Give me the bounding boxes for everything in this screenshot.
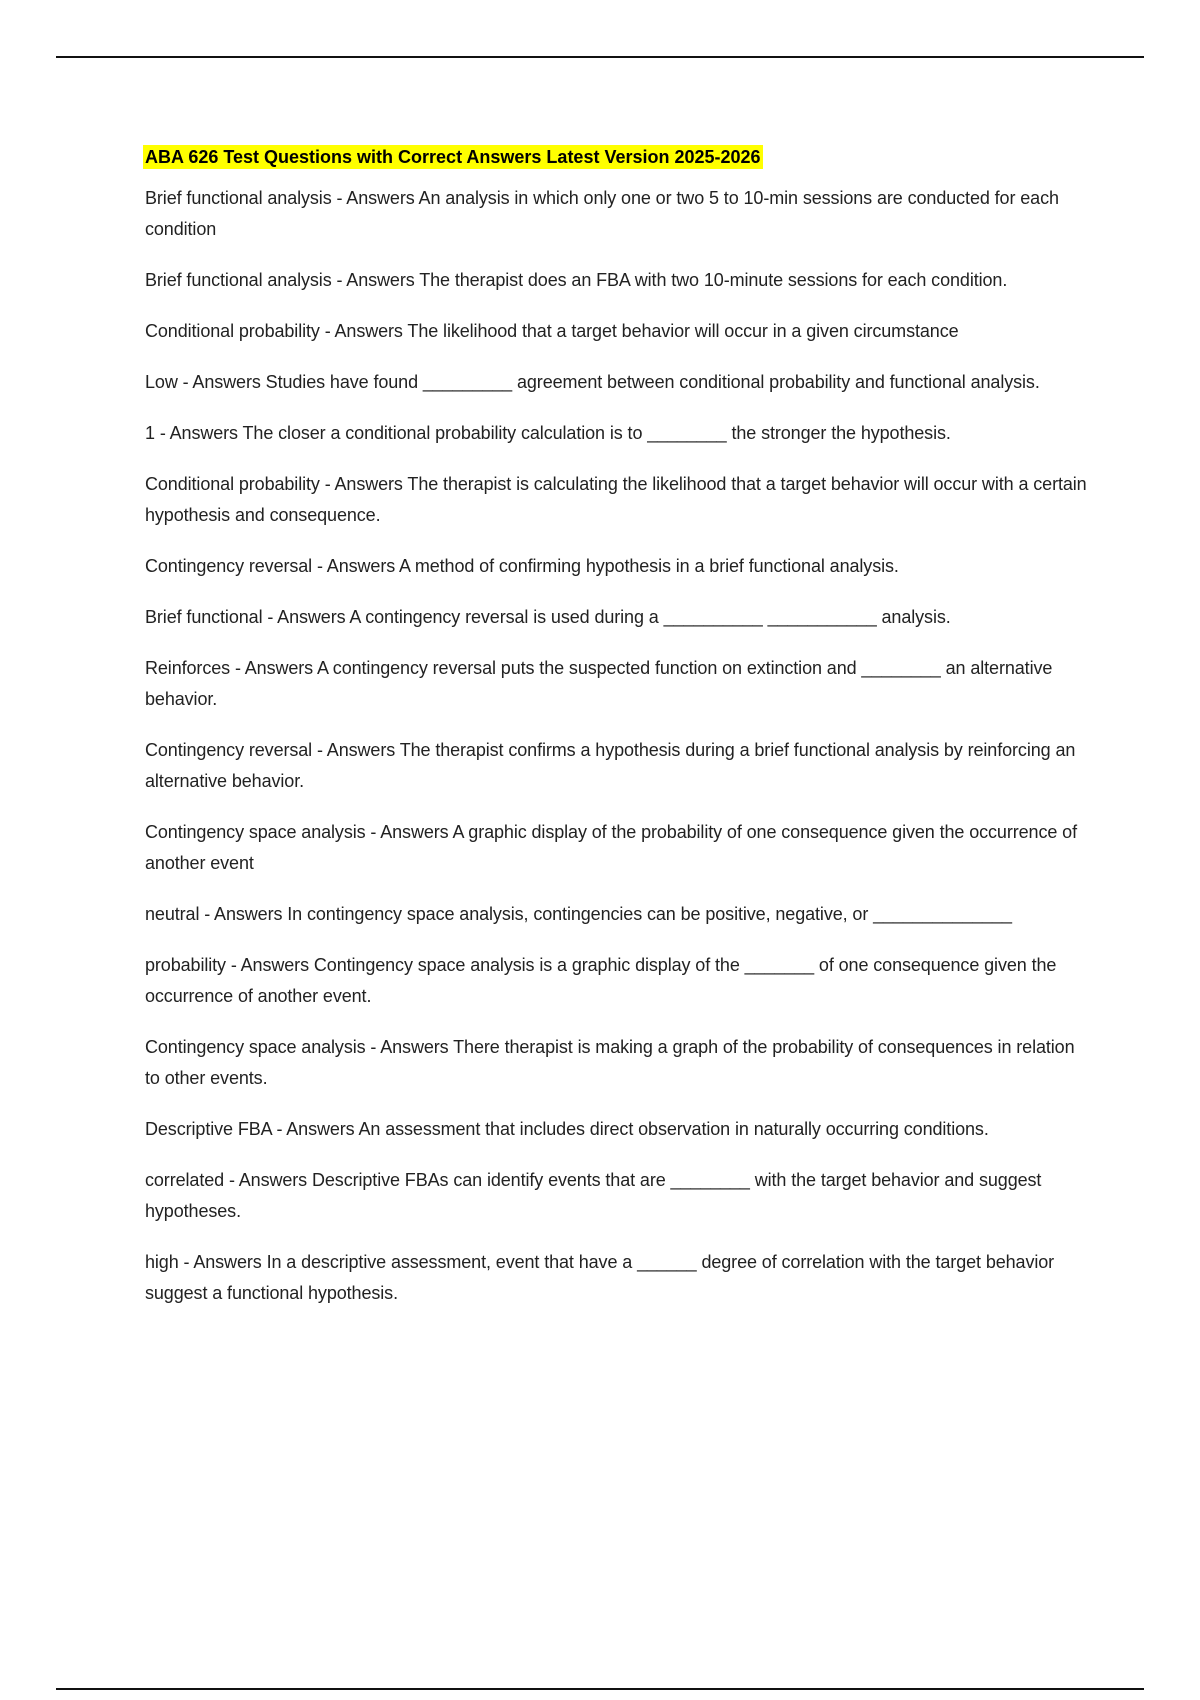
qa-answer: A contingency reversal puts the suspected function on extinction and ________ an alternative behavior. [145, 658, 1053, 709]
qa-separator: - Answers [177, 372, 266, 392]
qa-term: Low [145, 372, 178, 392]
qa-term: Descriptive FBA [145, 1119, 272, 1139]
qa-term: Contingency reversal [145, 556, 313, 576]
qa-answer: The therapist does an FBA with two 10-minute sessions for each condition. [419, 270, 1008, 290]
qa-separator: - Answers [331, 270, 420, 290]
qa-item [145, 602, 1090, 633]
qa-item [145, 899, 1090, 930]
qa-item [145, 183, 1090, 245]
qa-term: Conditional probability [145, 321, 320, 341]
qa-separator: - Answers [319, 321, 408, 341]
qa-item [145, 735, 1090, 797]
qa-item [145, 1247, 1090, 1309]
qa-item [145, 653, 1090, 715]
qa-separator: - Answers [224, 1170, 312, 1190]
qa-answer: An assessment that includes direct observation in naturally occurring conditions. [358, 1119, 989, 1139]
qa-term: Reinforces [145, 658, 231, 678]
qa-item [145, 469, 1090, 531]
qa-item [145, 367, 1090, 398]
qa-answer: The likelihood that a target behavior will occur in a given circumstance [407, 321, 959, 341]
qa-separator: - Answers [331, 188, 419, 208]
qa-separator: - Answers [319, 474, 408, 494]
qa-term: 1 [145, 423, 155, 443]
qa-separator: - Answers [312, 556, 400, 576]
qa-answer: An analysis in which only one or two 5 to 10-min sessions are conducted for each condition [145, 188, 1059, 239]
qa-separator: - Answers [154, 423, 243, 443]
document-body [145, 145, 1090, 1329]
qa-answer: The therapist confirms a hypothesis during a brief functional analysis by reinforcing an alternative behavior. [145, 740, 1076, 791]
qa-item [145, 950, 1090, 1012]
qa-answer: Descriptive FBAs can identify events that are ________ with the target behavior and suggest hypotheses. [145, 1170, 1042, 1221]
qa-item [145, 1032, 1090, 1094]
document-title: ABA 626 Test Questions with Correct Answers Latest Version 2025-2026 [145, 147, 761, 167]
qa-term: Brief functional [145, 607, 263, 627]
qa-answer: Contingency space analysis is a graphic display of the _______ of one consequence given the occurrence of another event. [145, 955, 1057, 1006]
qa-term: Brief functional analysis [145, 188, 332, 208]
qa-separator: - Answers [262, 607, 350, 627]
qa-separator: - Answers [225, 955, 314, 975]
qa-term: Brief functional analysis [145, 270, 332, 290]
top-rule [56, 56, 1144, 58]
bottom-rule [56, 1688, 1144, 1690]
qa-item [145, 265, 1090, 296]
qa-term: neutral [145, 904, 200, 924]
qa-item [145, 1114, 1090, 1145]
qa-answer: The therapist is calculating the likelihood that a target behavior will occur with a certain hypothesis and consequence. [145, 474, 1087, 525]
qa-separator: - Answers [312, 740, 400, 760]
qa-term: Conditional probability [145, 474, 320, 494]
qa-list [145, 183, 1090, 1309]
qa-answer: The closer a conditional probability calculation is to ________ the stronger the hypothesis. [242, 423, 951, 443]
qa-separator: - Answers [271, 1119, 359, 1139]
qa-separator: - Answers [178, 1252, 267, 1272]
qa-separator: - Answers [365, 1037, 454, 1057]
qa-term: Contingency reversal [145, 740, 313, 760]
qa-term: high [145, 1252, 179, 1272]
qa-item [145, 418, 1090, 449]
qa-answer: A method of confirming hypothesis in a brief functional analysis. [399, 556, 899, 576]
qa-answer: A contingency reversal is used during a __________ ___________ analysis. [349, 607, 951, 627]
qa-answer: Studies have found _________ agreement between conditional probability and functional analysis. [265, 372, 1040, 392]
qa-term: Contingency space analysis [145, 822, 366, 842]
qa-item [145, 316, 1090, 347]
qa-term: Contingency space analysis [145, 1037, 366, 1057]
qa-separator: - Answers [365, 822, 453, 842]
qa-answer: In a descriptive assessment, event that have a ______ degree of correlation with the target behavior suggest a functional hypothesis. [145, 1252, 1055, 1303]
qa-item [145, 817, 1090, 879]
qa-separator: - Answers [230, 658, 317, 678]
qa-item [145, 1165, 1090, 1227]
qa-term: probability [145, 955, 226, 975]
qa-answer: In contingency space analysis, contingencies can be positive, negative, or ______________ [287, 904, 1012, 924]
qa-separator: - Answers [199, 904, 288, 924]
qa-item [145, 551, 1090, 582]
qa-term: correlated [145, 1170, 225, 1190]
qa-answer: A graphic display of the probability of one consequence given the occurrence of another event [145, 822, 1077, 873]
qa-answer: There therapist is making a graph of the probability of consequences in relation to other events. [145, 1037, 1075, 1088]
